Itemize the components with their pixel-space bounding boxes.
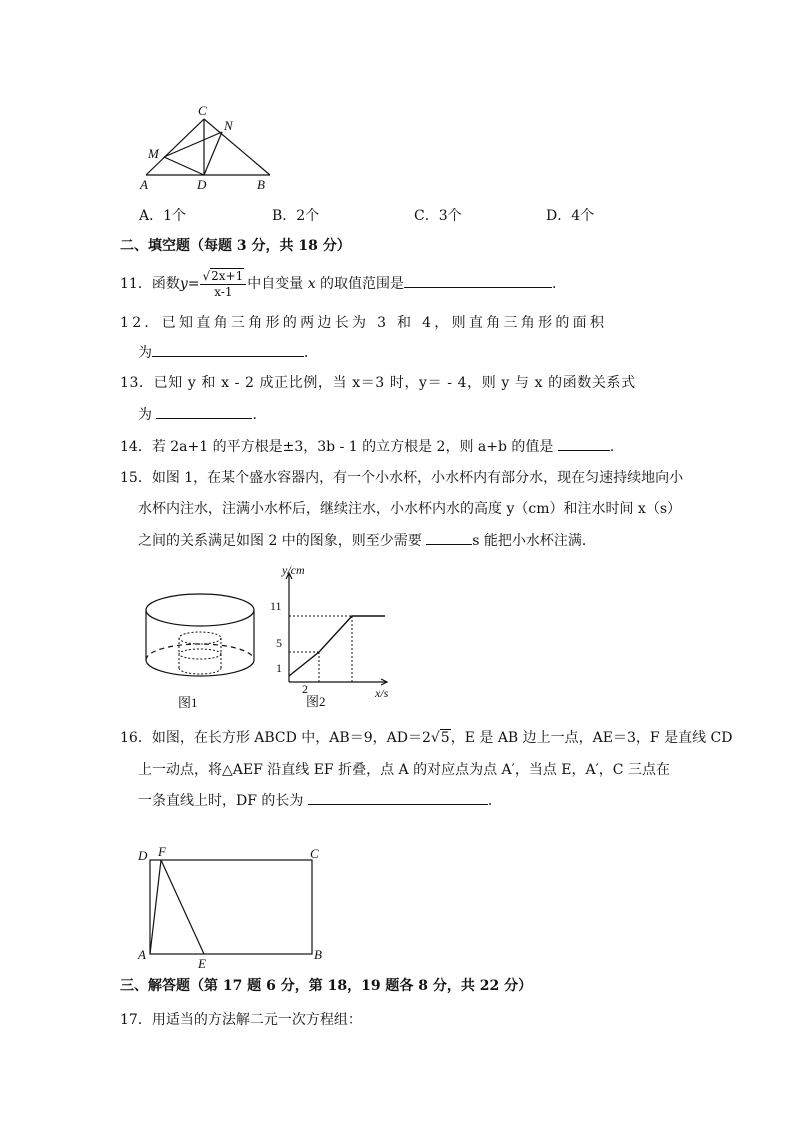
question-15-line2: 水杯内注水，注满小水杯后，继续注水，小水杯内水的高度 y（cm）和注水时间 x（s） [138, 501, 682, 517]
series-line [289, 616, 385, 676]
option-c: C．3个 [414, 208, 462, 224]
label-E: E [198, 956, 206, 971]
rectangle-figure-q16 [130, 842, 340, 972]
y-tick-1: 1 [276, 661, 282, 675]
label-B: B [257, 177, 265, 192]
figure-1-caption: 图1 [178, 695, 198, 710]
y-axis-label: y/cm [282, 563, 305, 577]
label-D: D [138, 848, 148, 863]
question-13-line1: 13．已知 y 和 x - 2 成正比例，当 x＝3 时，y＝ - 4，则 y 与 x 的函数关系式 [120, 375, 636, 391]
answer-blank[interactable] [156, 404, 252, 419]
label-B: B [314, 947, 322, 962]
answer-blank[interactable] [308, 790, 488, 805]
x-tick-2: 2 [302, 682, 308, 696]
option-b: B．2个 [272, 208, 320, 224]
question-14: 14．若 2a+1 的平方根是±3，3b - 1 的立方根是 2，则 a+b 的值是 ． [120, 436, 624, 457]
question-11: 11．函数y= $\frac{√2x+1}{x-1}$ 中自变量 x 的取值范围是 ． [120, 268, 567, 299]
triangle-figure-q10 [130, 100, 280, 195]
label-A: A [138, 947, 146, 962]
question-12-line2: 为 ． [138, 342, 318, 363]
answer-blank[interactable] [426, 530, 472, 545]
label-A: A [140, 177, 148, 192]
label-C: C [310, 846, 319, 861]
question-17: 17．用适当的方法解二元一次方程组： [120, 1012, 362, 1028]
question-13-line2: 为 ． [138, 404, 266, 425]
question-16-line1: 16．如图，在长方形 ABCD 中，AB＝9，AD＝2√5，E 是 AB 边上一点，AE＝3，F 是直线 CD [120, 730, 733, 746]
section-2-heading: 二、填空题（每题 3 分，共 18 分） [120, 238, 351, 254]
figure-2-caption: 图2 [306, 694, 326, 709]
label-C: C [198, 103, 207, 118]
answer-blank[interactable] [152, 342, 304, 357]
question-12-line1: 12．已知直角三角形的两边长为 3 和 4，则直角三角形的面积 [120, 315, 608, 331]
label-M: M [148, 146, 159, 161]
x-axis-label: x/s [375, 686, 389, 700]
answer-blank[interactable] [558, 436, 610, 451]
answer-blank[interactable] [404, 273, 552, 288]
y-tick-5: 5 [276, 636, 282, 650]
option-d: D．4个 [546, 208, 595, 224]
option-a: A．1个 [139, 208, 187, 224]
question-15-line1: 15．如图 1，在某个盛水容器内，有一个小水杯，小水杯内有部分水，现在匀速持续地向小 [120, 470, 684, 486]
line-graph [262, 560, 402, 710]
y-tick-11: 11 [270, 599, 282, 613]
question-16-line2: 上一动点，将△AEF 沿直线 EF 折叠，点 A 的对应点为点 A′，当点 E，A′，C 三点在 [138, 762, 670, 778]
section-3-heading: 三、解答题（第 17 题 6 分，第 18，19 题各 8 分，共 22 分） [120, 978, 533, 994]
label-D: D [197, 177, 207, 192]
label-F: F [158, 844, 166, 859]
label-N: N [224, 118, 233, 133]
container-figure [138, 588, 262, 712]
question-16-line3: 一条直线上时，DF 的长为 ． [138, 790, 502, 811]
fraction: $\frac{√2x+1}{x-1}$ [200, 269, 246, 300]
question-15-line3: 之间的关系满足如图 2 中的图象，则至少需要 s 能把小水杯注满． [138, 530, 596, 551]
